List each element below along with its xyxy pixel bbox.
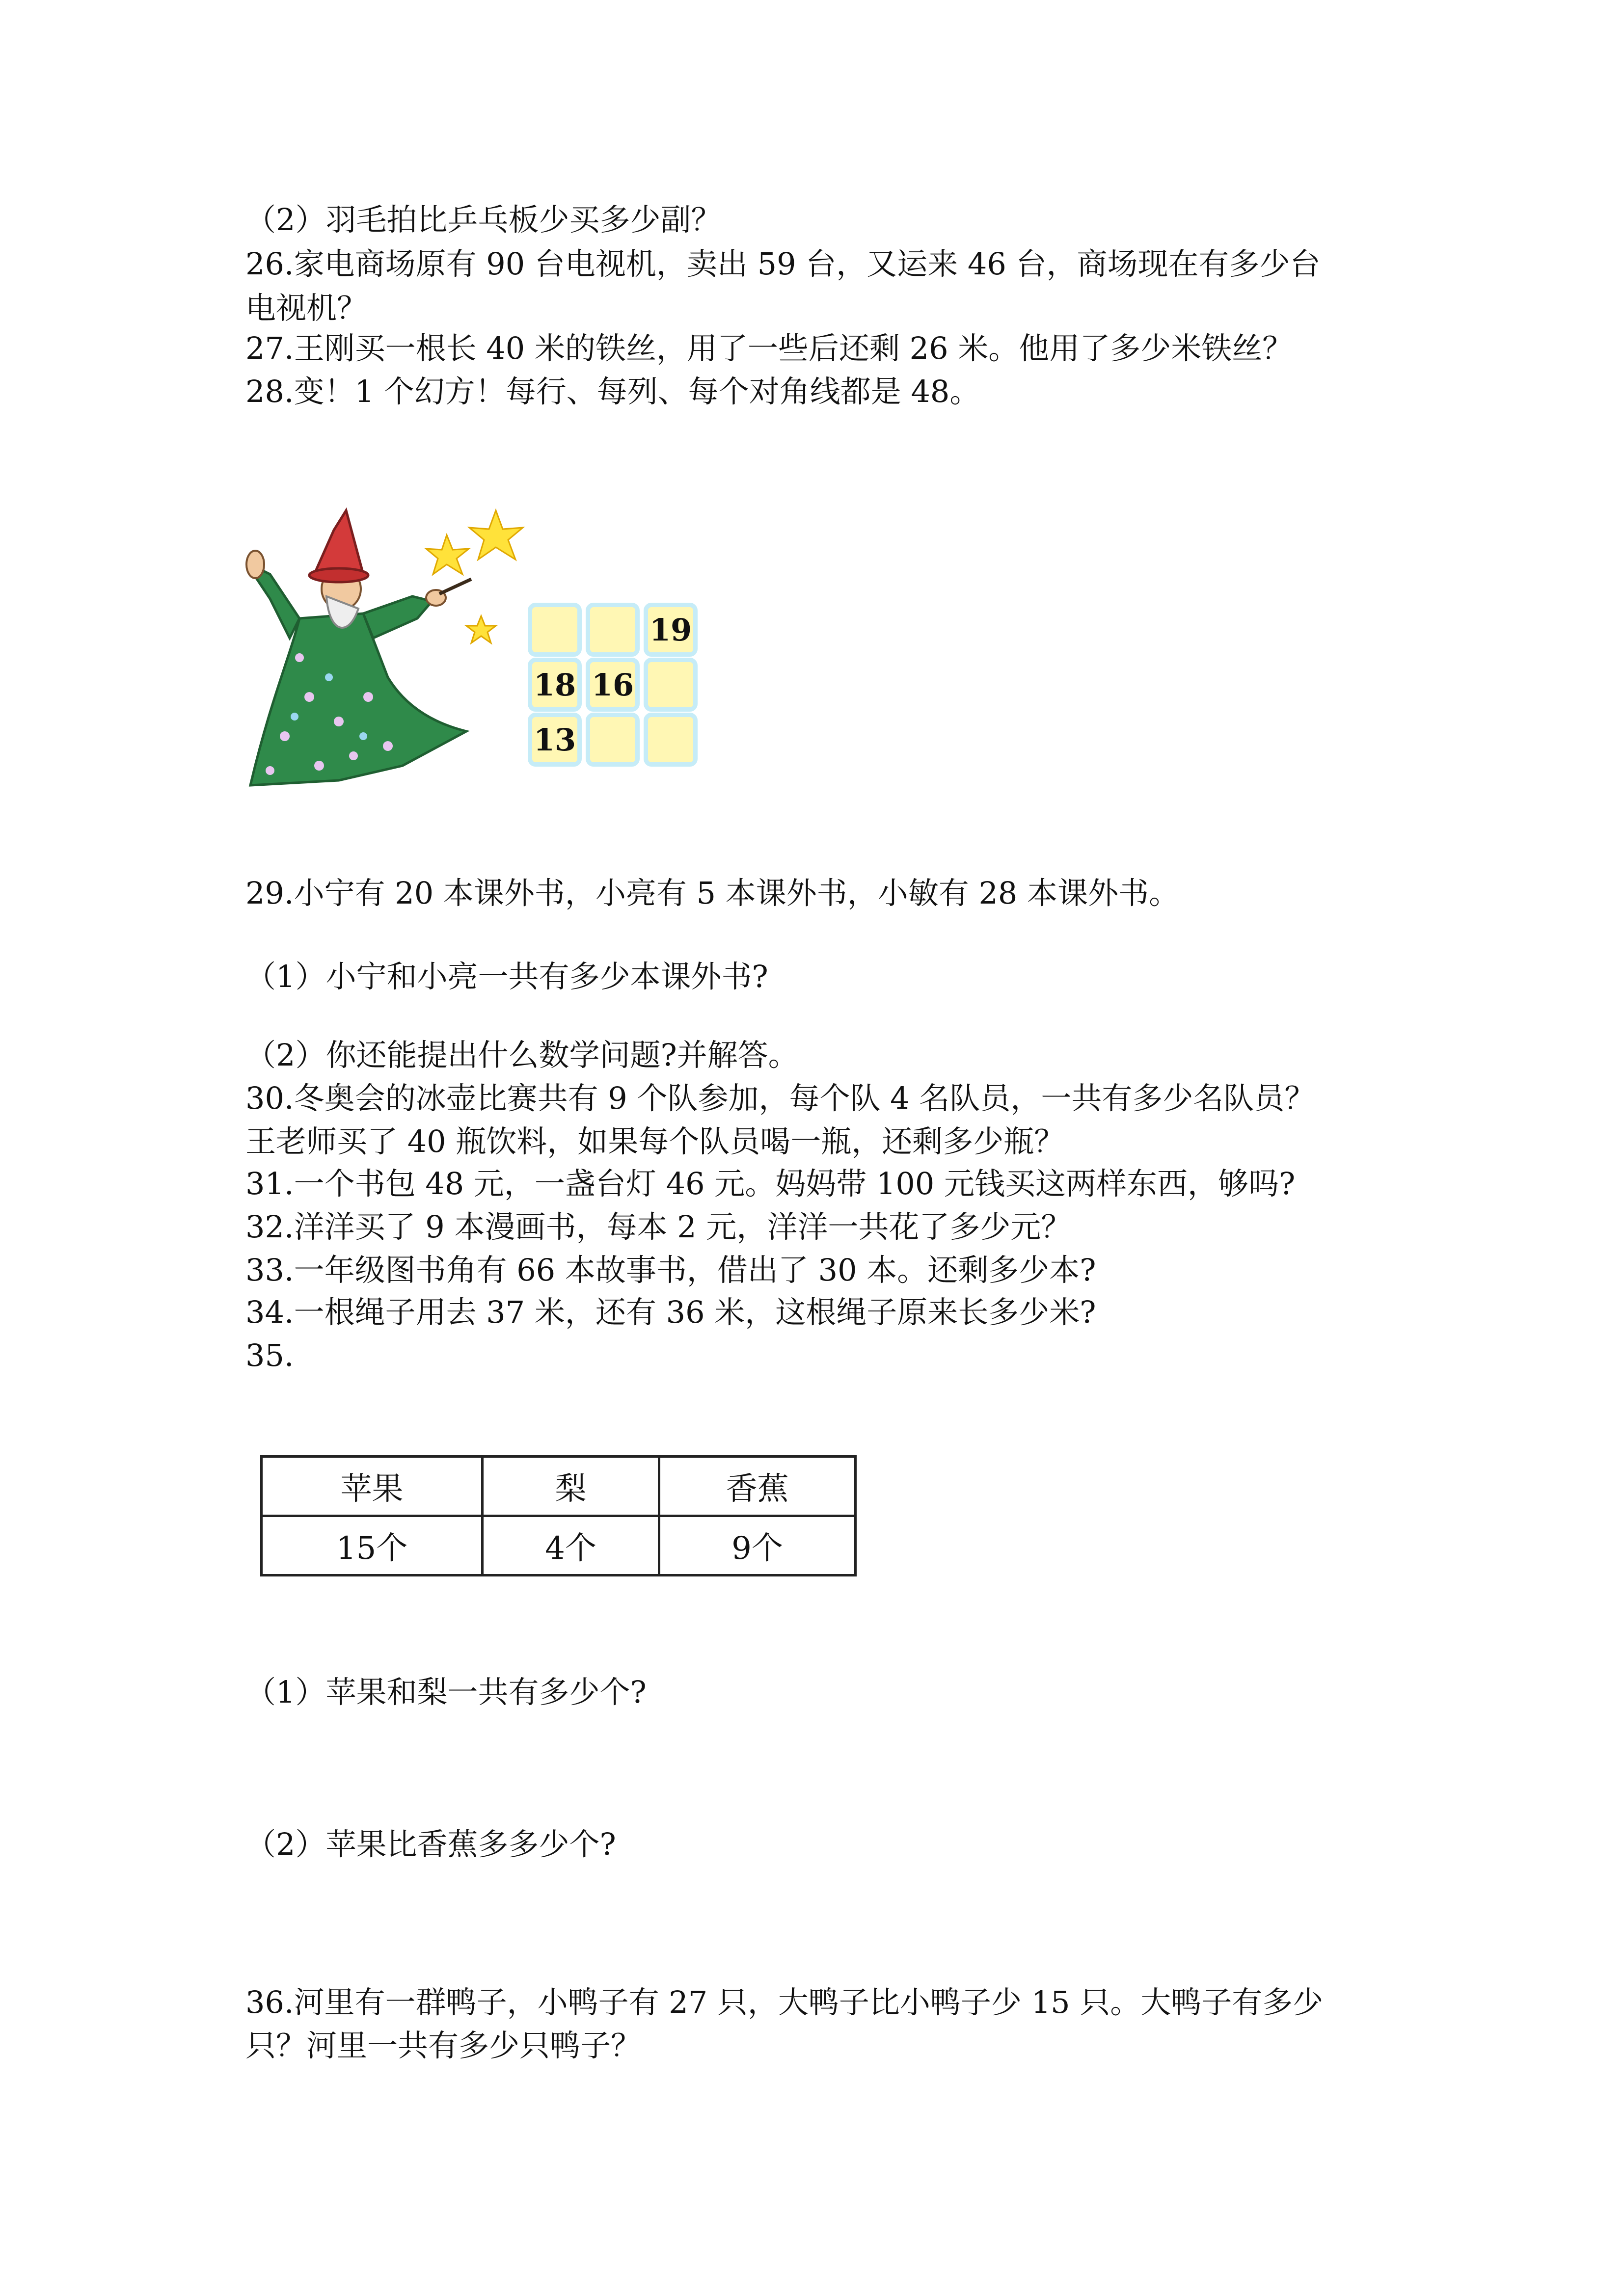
magic-square-cell bbox=[644, 713, 698, 767]
table-header-cell: 香蕉 bbox=[659, 1457, 856, 1516]
table-header-cell: 梨 bbox=[483, 1457, 659, 1516]
question-27: 27.王刚买一根长 40 米的铁丝，用了一些后还剩 26 米。他用了多少米铁丝？ bbox=[245, 330, 1293, 366]
table-header-row bbox=[262, 1457, 856, 1516]
question-26-line-1: 26.家电商场原有 90 台电视机，卖出 59 台，又运来 46 台，商场现在有多少台 bbox=[245, 246, 1321, 282]
table-cell: 15个 bbox=[262, 1516, 483, 1575]
table-header-cell: 苹果 bbox=[262, 1457, 483, 1516]
magic-square-cell bbox=[586, 603, 640, 657]
question-34: 34.一根绳子用去 37 米，还有 36 米，这根绳子原来长多少米? bbox=[245, 1294, 1096, 1330]
question-32: 32.洋洋买了 9 本漫画书，每本 2 元，洋洋一共花了多少元？ bbox=[245, 1209, 1072, 1245]
question-36-line-2: 只？河里一共有多少只鸭子？ bbox=[245, 2028, 642, 2063]
question-30-line-2: 王老师买了 40 瓶饮料，如果每个队员喝一瓶，还剩多少瓶？ bbox=[245, 1123, 1065, 1159]
magic-square-cell bbox=[644, 658, 698, 712]
question-30-line-1: 30.冬奥会的冰壶比赛共有 9 个队参加，每个队 4 名队员，一共有多少名队员？ bbox=[245, 1080, 1315, 1116]
magic-square-cell bbox=[528, 603, 582, 657]
question-25-part-2: （2）羽毛拍比乒乓板少买多少副？ bbox=[245, 202, 722, 238]
question-28: 28.变！1 个幻方！每行、每列、每个对角线都是 48。 bbox=[245, 374, 980, 409]
magic-square-cell: 13 bbox=[528, 713, 582, 767]
table-cell: 9个 bbox=[659, 1516, 856, 1575]
question-26-line-2: 电视机？ bbox=[245, 290, 368, 326]
magic-square-cell: 18 bbox=[528, 658, 582, 712]
fruit-table bbox=[260, 1455, 857, 1576]
question-29: 29.小宁有 20 本课外书，小亮有 5 本课外书，小敏有 28 本课外书。 bbox=[245, 875, 1180, 911]
question-35-part-2: （2）苹果比香蕉多多少个? bbox=[245, 1826, 616, 1862]
question-33: 33.一年级图书角有 66 本故事书，借出了 30 本。还剩多少本? bbox=[245, 1252, 1096, 1288]
question-29-part-1: （1）小宁和小亮一共有多少本课外书? bbox=[245, 959, 768, 994]
table-row bbox=[262, 1516, 856, 1575]
question-35-part-1: （1）苹果和梨一共有多少个? bbox=[245, 1674, 647, 1710]
magic-square-cell bbox=[586, 713, 640, 767]
magic-square-grid bbox=[528, 603, 700, 767]
question-29-part-2: （2）你还能提出什么数学问题?并解答。 bbox=[245, 1037, 799, 1073]
magic-square-cell: 19 bbox=[644, 603, 698, 657]
question-36-line-1: 36.河里有一群鸭子，小鸭子有 27 只，大鸭子比小鸭子少 15 只。大鸭子有多少 bbox=[245, 1984, 1324, 2020]
question-31: 31.一个书包 48 元，一盏台灯 46 元。妈妈带 100 元钱买这两样东西，够吗? bbox=[245, 1166, 1296, 1201]
table-cell: 4个 bbox=[483, 1516, 659, 1575]
wizard-illustration bbox=[241, 491, 555, 790]
magic-square-cell: 16 bbox=[586, 658, 640, 712]
question-35: 35. bbox=[245, 1337, 294, 1373]
